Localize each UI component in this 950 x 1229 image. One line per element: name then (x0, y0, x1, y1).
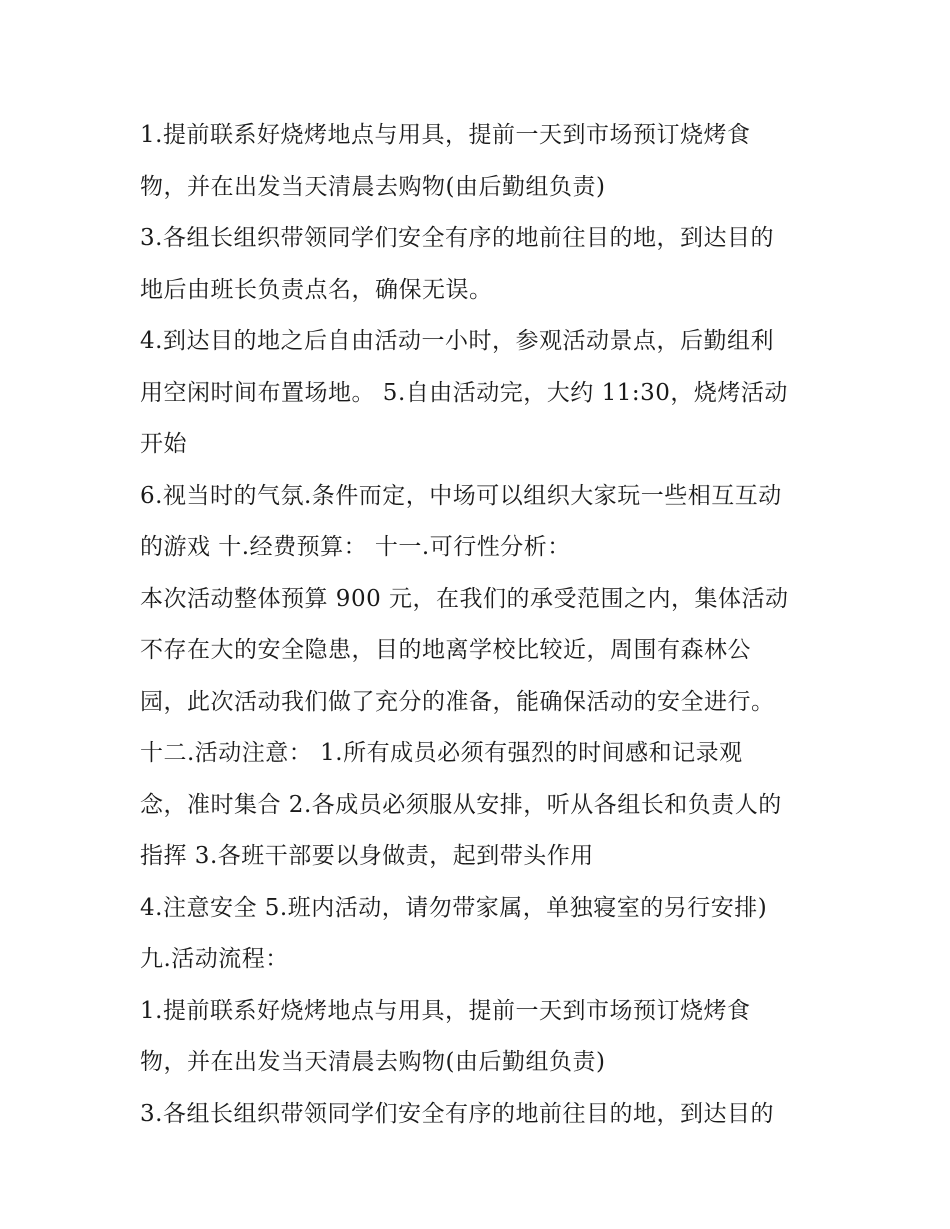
text-line: 用空闲时间布置场地。 5.自由活动完，大约 11:30，烧烤活动 (140, 379, 788, 406)
text-line: 九.活动流程： (140, 946, 289, 972)
text-line: 指挥 3.各班干部要以身做责，起到带头作用 (140, 843, 594, 869)
text-line: 物，并在出发当天清晨去购物(由后勤组负责) (140, 1049, 606, 1075)
text-line: 园，此次活动我们做了充分的准备，能确保活动的安全进行。 (140, 688, 775, 715)
text-line: 不存在大的安全隐患，目的地离学校比较近，周围有森林公 (140, 637, 751, 663)
text-line: 物，并在出发当天清晨去购物(由后勤组负责) (140, 173, 606, 200)
text-line: 4.到达目的地之后自由活动一小时，参观活动景点，后勤组利 (140, 328, 774, 354)
text-line: 地后由班长负责点名，确保无误。 (140, 276, 493, 303)
text-line: 3.各组长组织带领同学们安全有序的地前往目的地，到达目的 (140, 1100, 774, 1127)
text-line: 3.各组长组织带领同学们安全有序的地前往目的地，到达目的 (140, 225, 774, 251)
text-line: 6.视当时的气氛.条件而定，中场可以组织大家玩一些相互互动 (140, 482, 782, 509)
text-line: 本次活动整体预算 900 元，在我们的承受范围之内，集体活动 (140, 585, 789, 612)
text-line: 念，准时集合 2.各成员必须服从安排，听从各组长和负责人的 (140, 791, 782, 818)
document-body (140, 110, 830, 1140)
text-line: 开始 (140, 431, 187, 457)
text-line: 的游戏 十.经费预算： 十一.可行性分析： (140, 534, 571, 560)
text-line: 4.注意安全 5.班内活动，请勿带家属，单独寝室的另行安排) (140, 894, 768, 921)
text-line: 1.提前联系好烧烤地点与用具，提前一天到市场预订烧烤食 (140, 122, 751, 148)
text-line: 十二.活动注意： 1.所有成员必须有强烈的时间感和记录观 (140, 740, 743, 766)
text-line: 1.提前联系好烧烤地点与用具，提前一天到市场预订烧烤食 (140, 997, 751, 1024)
